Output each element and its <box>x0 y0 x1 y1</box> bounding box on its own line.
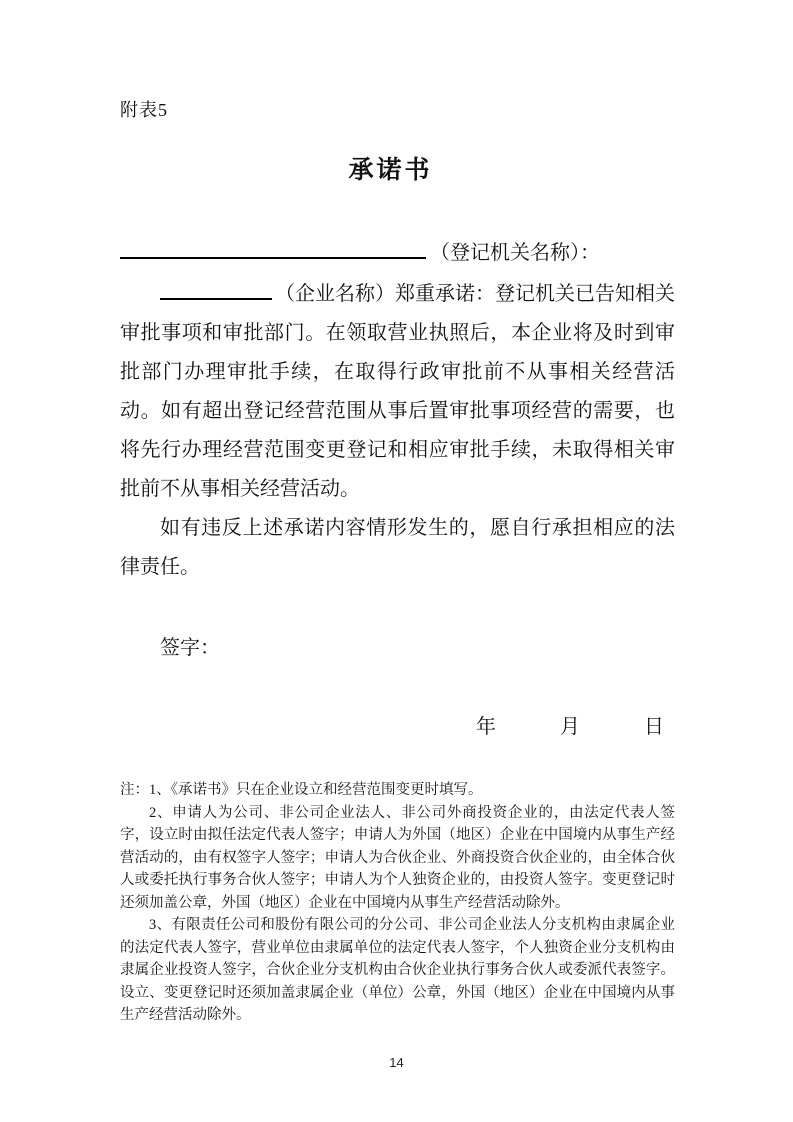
notes-section <box>120 779 675 1027</box>
date-line <box>120 710 675 739</box>
date-year-label: 年 <box>476 716 496 738</box>
registry-name-blank <box>120 241 426 259</box>
liability-paragraph: 如有违反上述承诺内容情形发生的，愿自行承担相应的法律责任。 <box>120 517 675 578</box>
signature-label: 签字： <box>160 637 220 659</box>
enterprise-name-blank <box>160 282 272 300</box>
document-title: 承诺书 <box>348 157 433 184</box>
note-1: 注：1、《承诺书》只在企业设立和经营范围变更时填写。 <box>120 782 483 798</box>
note-3: 3、有限责任公司和股份有限公司的分公司、非公司企业法人分支机构由隶属企业的法定代表人签字，营业单位由隶属单位的法定代表人签字，个人独资企业分支机构由隶属企业投资人签字，合伙企业分支机构由合伙企业执行事务合伙人或委派代表签字。设立、变更登记时还须加盖隶属企业（单位）公章，外国（地区）企业在中国境内从事生产经营活动除外。 <box>120 917 675 1023</box>
registry-line <box>120 236 675 265</box>
date-month-label: 月 <box>560 716 580 738</box>
page-number: 14 <box>389 1055 404 1070</box>
date-day-label: 日 <box>644 716 664 738</box>
commitment-paragraph <box>120 275 675 509</box>
attachment-label: 附表5 <box>120 100 168 120</box>
registry-label: （登记机关名称）： <box>430 242 600 264</box>
commitment-text: （企业名称）郑重承诺：登记机关已告知相关审批事项和审批部门。在领取营业执照后，本企业将及时到审批部门办理审批手续，在取得行政审批前不从事相关经营活动。如有超出登记经营范围从事后置审批事项经营的需要，也将先行办理经营范围变更登记和相应审批手续，未取得相关审批前不从事相关经营活动。 <box>120 283 675 500</box>
note-2: 2、申请人为公司、非公司企业法人、非公司外商投资企业的，由法定代表人签字，设立时由拟任法定代表人签字；申请人为外国（地区）企业在中国境内从事生产经营活动的，由有权签字人签字；申请人为合伙企业、外商投资合伙企业的，由全体合伙人或委托执行事务合伙人签字；申请人为个人独资企业的，由投资人签字。变更登记时还须加盖公章，外国（地区）企业在中国境内从事生产经营活动除外。 <box>120 804 675 911</box>
